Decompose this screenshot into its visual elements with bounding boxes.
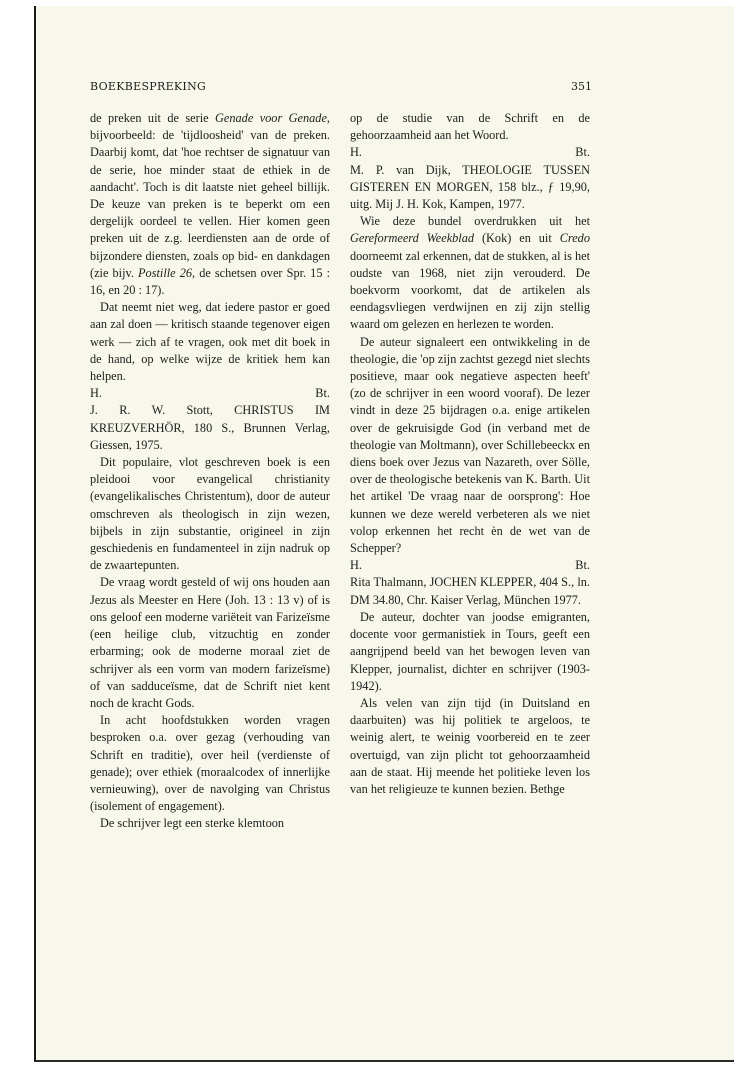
postille-title: Postille 26 — [138, 265, 193, 280]
signature: H. Bt. — [350, 558, 590, 573]
paragraph: De schrijver legt een sterke klemtoon — [100, 816, 285, 831]
right-column — [350, 110, 590, 798]
series-title: Genade voor Genade — [215, 111, 327, 125]
signature: H. Bt. — [90, 386, 330, 401]
scan-edge-bottom — [34, 1060, 734, 1062]
paragraph: de preken uit de serie Genade voor Genade, bijvoorbeeld: de 'tijdloosheid' van de preken. Daarbij komt, dat 'hoe rechtser de signatuur van de serie, hoe minder staat de ethiek in de aandacht'. Toch is dit laatste niet geheel billijk. De keuze van preken is te beperkt om een dergelijk oordeel te vellen. Hier komen geen preken uit de z.g. leerdiensten aan de orde of bijzondere diensten, zoals op bid- en dankdagen (zie bijv. Postille 26, de schetsen over Spr. 15 : 16, en 20 : 17). — [90, 111, 330, 298]
signature: H. Bt. — [350, 145, 590, 160]
paragraph: De auteur signaleert een ontwikkeling in de theologie, die 'op zijn zachtst gezegd niet slechts positieve, maar ook negatieve aspecten heeft' (zo de schrijver in een woord vooraf). De lezer vindt in deze 25 bijdragen o.a. enige artikelen over de gekruisigde God (in verband met de theologie van Moltmann), over Schillebeeckx en diens boek over Jezus van Nazareth, over Sölle, over de theologische betekenis van K. Barth. Uit het artikel 'De vraag naar de oorsprong': Hoe kunnen we deze wereld verbeteren als we niet volop erkennen het recht èn de wet van de Schepper? — [350, 334, 590, 556]
paragraph: Dit populaire, vlot geschreven boek is een pleidooi voor evangelical christianity (evangelikalisches Christentum), door de auteur omschreven als theologisch in zijn wezen, bijbels in zijn substantie, origineel in zijn geschiedenis en fundamenteel in zijn nadruk op de zwaartepunten. — [90, 455, 330, 573]
book-reference: Rita Thalmann, JOCHEN KLEPPER, 404 S., ln. DM 34.80, Chr. Kaiser Verlag, München 1977. — [350, 575, 590, 607]
running-header: BOEKBESPREKING — [90, 80, 207, 93]
book-reference: M. P. van Dijk, THEOLOGIE TUSSEN GISTEREN EN MORGEN, 158 blz., ƒ 19,90, uitg. Mij J. H. Kok, Kampen, 1977. — [350, 162, 590, 212]
paragraph: De auteur, dochter van joodse emigranten, docente voor germanistiek in Tours, geeft een aangrijpend beeld van het bewogen leven van Klepper, journalist, dichter en schrijver (1903-1942). — [350, 609, 590, 693]
paragraph: Als velen van zijn tijd (in Duitsland en daarbuiten) was hij politiek te argeloos, te weinig alert, te weinig voorbereid en te zeer overtuigd, van zijn plicht tot gehoorzaamheid aan de staat. Hij meende het politieke leven los van het religieuze te kunnen bezien. Bethge — [350, 695, 590, 796]
page-number: 351 — [571, 80, 592, 93]
paragraph: In acht hoofdstukken worden vragen besproken o.a. over gezag (verhouding van Schrift en traditie), over heil (verdienste of genade); over ethiek (moraalcodex of innerlijke vernieuwing), over de navolging van Christus (isolement of engagement). — [90, 713, 330, 814]
paragraph: De vraag wordt gesteld of wij ons houden aan Jezus als Meester en Here (Joh. 13 : 13 v) of is ons geloof een moderne variëteit van Farizeïsme (een heilige club, vitzuchtig en zonder erbarming; ook de moderne moraal ziet de schrijver als een vorm van modern farizeïsme) of van sadduceïsme, dat de Schrift niet kent noch de kracht Gods. — [90, 575, 330, 710]
left-column — [90, 110, 330, 833]
paragraph: op de studie van de Schrift en de gehoorzaamheid aan het Woord. — [350, 111, 590, 143]
book-reference: J. R. W. Stott, CHRISTUS IM KREUZVERHÖR, 180 S., Brunnen Verlag, Giessen, 1975. — [90, 403, 330, 452]
magazine-title: Gereformeerd Weekblad — [350, 231, 475, 246]
paragraph: Wie deze bundel overdrukken uit het Gereformeerd Weekblad (Kok) en uit Credo doorneemt zal erkennen, dat de stukken, al is het oudste van 1968, niet zijn verouderd. De boekvorm voorkomt, dat de artikelen als eendagsvliegen verdwijnen en zij zijn stellig waard om gelezen en herlezen te worden. — [350, 214, 590, 332]
paragraph: Dat neemt niet weg, dat iedere pastor er goed aan zal doen — kritisch staande tegenover eigen werk — zich af te vragen, ook met dit boek in de hand, op welke wijze de kritiek hem kan helpen. — [90, 300, 330, 384]
scan-edge-left — [34, 6, 36, 1062]
magazine-title: Credo — [559, 231, 590, 246]
